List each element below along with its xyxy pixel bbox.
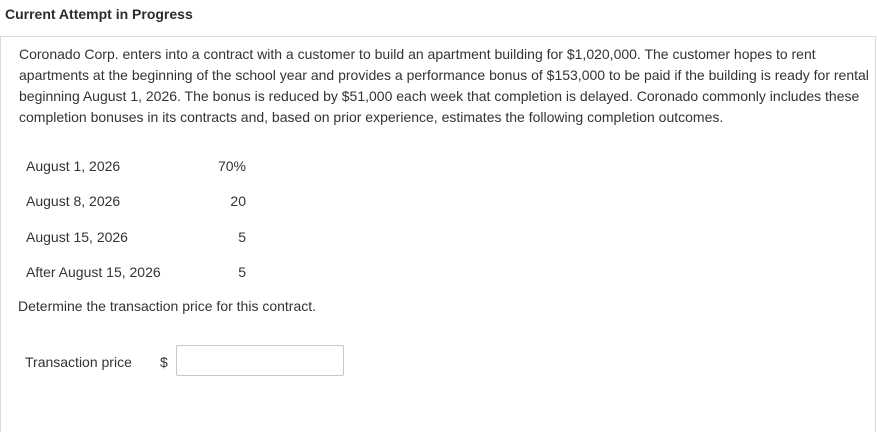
outcome-row bbox=[26, 262, 246, 282]
outcome-row bbox=[26, 191, 246, 211]
problem-statement: Coronado Corp. enters into a contract with a customer to build an apartment building for $1,020,000. The customer hopes to rent apartments at the beginning of the school year and provides a performance bonus of $153,000 to be paid if the building is ready for rental beginning August 1, 2026. The bonus is reduced by $51,000 each week that completion is delayed. Coronado commonly includes these completion bonuses in its contracts and, based on prior experience, estimates the following completion outcomes. bbox=[19, 46, 869, 125]
outcome-probability: 70% bbox=[217, 158, 246, 174]
outcome-probability: 20 bbox=[230, 193, 246, 209]
transaction-price-input[interactable] bbox=[176, 345, 344, 376]
outcome-date: August 8, 2026 bbox=[26, 193, 121, 209]
outcome-row bbox=[26, 227, 246, 247]
outcome-row bbox=[26, 156, 246, 176]
question-card bbox=[0, 36, 876, 432]
outcome-date: August 1, 2026 bbox=[26, 158, 121, 174]
outcome-probability: 5 bbox=[238, 264, 246, 280]
outcome-date: August 15, 2026 bbox=[26, 229, 128, 245]
outcome-probability: 5 bbox=[238, 229, 246, 245]
attempt-status-heading: Current Attempt in Progress bbox=[5, 6, 193, 22]
transaction-price-label: Transaction price bbox=[25, 354, 132, 370]
question-instruction: Determine the transaction price for this contract. bbox=[18, 298, 317, 314]
outcome-date: After August 15, 2026 bbox=[26, 264, 161, 280]
dollar-sign: $ bbox=[160, 354, 168, 370]
